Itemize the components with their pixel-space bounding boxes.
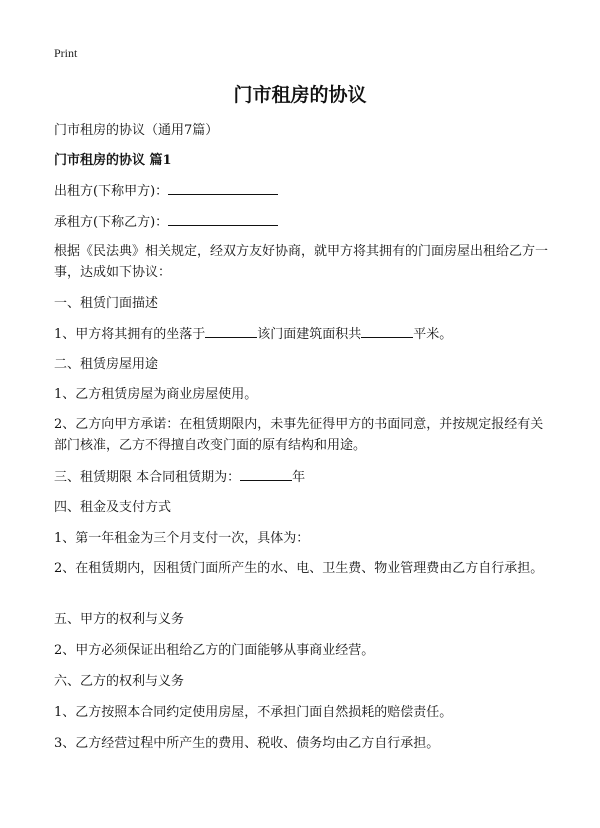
lessor-blank: [168, 180, 278, 195]
s1-heading: 一、租赁门面描述: [54, 296, 159, 311]
s6-item3: 3、乙方经营过程中所产生的费用、税收、债务均由乙方自行承担。: [54, 736, 440, 751]
document-title: 门市租房的协议: [233, 84, 367, 106]
section-heading: 门市租房的协议 篇1: [54, 153, 172, 168]
s1-item1-part2: 该门面建筑面积共: [257, 327, 362, 342]
s1-item1-part1: 1、甲方将其拥有的坐落于: [54, 327, 206, 342]
area-blank: [361, 323, 413, 338]
s1-item1-part3: 平米。: [413, 327, 453, 342]
s3-line-part2: 年: [292, 470, 306, 485]
intro-paragraph: 根据《民法典》相关规定，经双方友好协商，就甲方将其拥有的门面房屋出租给乙方一事，达成如下协议：: [54, 244, 549, 280]
location-blank: [205, 323, 257, 338]
lessor-line: [54, 180, 554, 202]
s3-line: [54, 466, 554, 488]
s5-heading: 五、甲方的权利与义务: [54, 612, 185, 627]
s4-item1: 1、第一年租金为三个月支付一次，具体为：: [54, 531, 310, 546]
document-subtitle: 门市租房的协议（通用7篇）: [54, 123, 219, 138]
s4-item2: 2、在租赁期内，因租赁门面所产生的水、电、卫生费、物业管理费由乙方自行承担。: [54, 561, 544, 576]
term-blank: [240, 466, 292, 481]
s6-heading: 六、乙方的权利与义务: [54, 674, 185, 689]
s2-item2: 2、乙方向甲方承诺：在租赁期限内，未事先征得甲方的书面同意，并按规定报经有关部门核准，乙方不得擅自改变门面的原有结构和用途。: [54, 417, 544, 453]
s6-item1: 1、乙方按照本合同约定使用房屋，不承担门面自然损耗的赔偿责任。: [54, 705, 453, 720]
lessee-line: [54, 211, 554, 233]
lessor-label: 出租方(下称甲方)：: [54, 184, 169, 199]
s2-heading: 二、租赁房屋用途: [54, 357, 159, 372]
lessee-label: 承租方(下称乙方)：: [54, 215, 169, 230]
s5-item2: 2、甲方必须保证出租给乙方的门面能够从事商业经营。: [54, 643, 375, 658]
print-link[interactable]: Print: [54, 46, 78, 60]
s1-item1: [54, 323, 554, 345]
lessee-blank: [168, 211, 278, 226]
s4-heading: 四、租金及支付方式: [54, 500, 172, 515]
s3-line-part1: 三、租赁期限 本合同租赁期为：: [54, 470, 241, 485]
s2-item1: 1、乙方租赁房屋为商业房屋使用。: [54, 387, 258, 402]
